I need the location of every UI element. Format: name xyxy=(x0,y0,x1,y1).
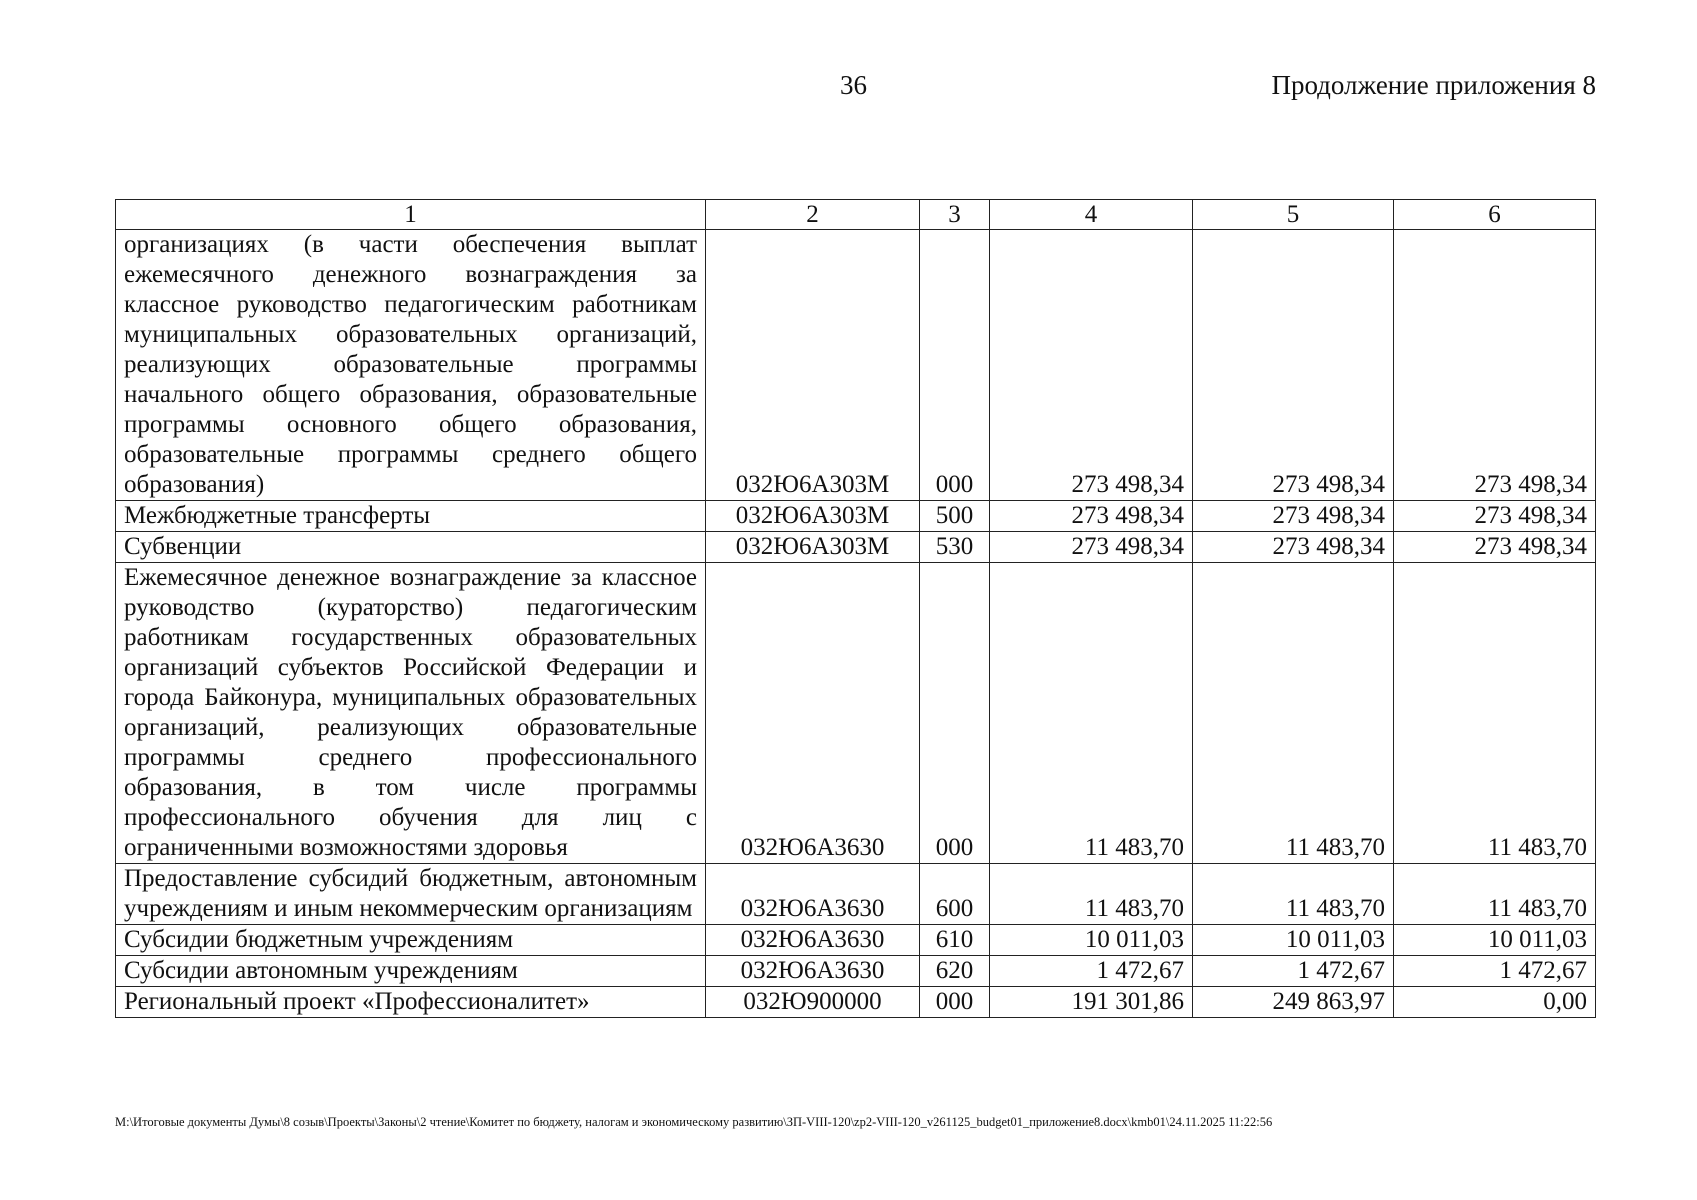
row-expense-type: 600 xyxy=(920,864,990,925)
row-expense-type: 530 xyxy=(920,532,990,563)
row-target-code: 032Ю6А303М xyxy=(706,501,920,532)
row-target-code: 032Ю6А3630 xyxy=(706,563,920,864)
row-name: Региональный проект «Профессионалитет» xyxy=(116,987,706,1018)
row-name: организациях (в части обеспечения выплат ежемесячного денежного вознаграждения за классное руководство педагогическим работникам муниципальных образовательных организаций, реализующих образовательные программы начального общего образования, образовательные программы основного общего образования, образовательные программы среднего общего образования) xyxy=(116,230,706,501)
row-amount-col4: 273 498,34 xyxy=(990,532,1193,563)
row-amount-col4: 11 483,70 xyxy=(990,864,1193,925)
table-row xyxy=(116,925,1596,956)
appendix-continuation-label: Продолжение приложения 8 xyxy=(1271,70,1596,100)
row-expense-type: 500 xyxy=(920,501,990,532)
row-expense-type: 000 xyxy=(920,563,990,864)
row-amount-col6: 273 498,34 xyxy=(1394,501,1596,532)
row-amount-col5: 249 863,97 xyxy=(1193,987,1394,1018)
table-row xyxy=(116,501,1596,532)
row-name: Ежемесячное денежное вознаграждение за классное руководство (кураторство) педагогическим работникам государственных образовательных организаций субъектов Российской Федерации и города Байконура, муниципальных образовательных организаций, реализующих образовательные программы среднего профессионального образования, в том числе программы профессионального обучения для лиц с ограниченными возможностями здоровья xyxy=(116,563,706,864)
table-row xyxy=(116,864,1596,925)
row-target-code: 032Ю6А303М xyxy=(706,532,920,563)
row-amount-col5: 11 483,70 xyxy=(1193,864,1394,925)
row-amount-col5: 273 498,34 xyxy=(1193,230,1394,501)
row-amount-col4: 273 498,34 xyxy=(990,501,1193,532)
column-header: 1 xyxy=(116,200,706,230)
row-name: Межбюджетные трансферты xyxy=(116,501,706,532)
row-amount-col5: 10 011,03 xyxy=(1193,925,1394,956)
row-target-code: 032Ю6А3630 xyxy=(706,925,920,956)
row-amount-col4: 11 483,70 xyxy=(990,563,1193,864)
table-row xyxy=(116,532,1596,563)
row-amount-col4: 191 301,86 xyxy=(990,987,1193,1018)
table-row xyxy=(116,230,1596,501)
document-file-path: M:\Итоговые документы Думы\8 созыв\Проекты\Законы\2 чтение\Комитет по бюджету, налогам и экономическому развитию\ЗП-VIII-120\zp2-VIII-120_v261125_budget01_приложение8.docx\kmb01\24.11.2025 11:22:56 xyxy=(115,1115,1273,1129)
row-expense-type: 620 xyxy=(920,956,990,987)
row-amount-col5: 273 498,34 xyxy=(1193,501,1394,532)
row-amount-col6: 11 483,70 xyxy=(1394,864,1596,925)
row-amount-col6: 1 472,67 xyxy=(1394,956,1596,987)
column-header: 4 xyxy=(990,200,1193,230)
column-header: 5 xyxy=(1193,200,1394,230)
column-header: 6 xyxy=(1394,200,1596,230)
row-target-code: 032Ю6А3630 xyxy=(706,956,920,987)
row-amount-col6: 273 498,34 xyxy=(1394,230,1596,501)
row-amount-col5: 1 472,67 xyxy=(1193,956,1394,987)
row-name: Предоставление субсидий бюджетным, автономным учреждениям и иным некоммерческим организациям xyxy=(116,864,706,925)
column-header: 2 xyxy=(706,200,920,230)
row-target-code: 032Ю900000 xyxy=(706,987,920,1018)
row-amount-col4: 10 011,03 xyxy=(990,925,1193,956)
row-target-code: 032Ю6А303М xyxy=(706,230,920,501)
row-amount-col5: 273 498,34 xyxy=(1193,532,1394,563)
row-amount-col4: 273 498,34 xyxy=(990,230,1193,501)
row-expense-type: 000 xyxy=(920,987,990,1018)
row-name: Субсидии бюджетным учреждениям xyxy=(116,925,706,956)
row-amount-col5: 11 483,70 xyxy=(1193,563,1394,864)
row-name: Субсидии автономным учреждениям xyxy=(116,956,706,987)
table-row xyxy=(116,956,1596,987)
row-expense-type: 000 xyxy=(920,230,990,501)
column-number-row xyxy=(116,200,1596,230)
table-row xyxy=(116,987,1596,1018)
row-amount-col6: 10 011,03 xyxy=(1394,925,1596,956)
row-expense-type: 610 xyxy=(920,925,990,956)
row-name: Субвенции xyxy=(116,532,706,563)
row-amount-col6: 273 498,34 xyxy=(1394,532,1596,563)
row-amount-col6: 11 483,70 xyxy=(1394,563,1596,864)
row-amount-col4: 1 472,67 xyxy=(990,956,1193,987)
row-amount-col6: 0,00 xyxy=(1394,987,1596,1018)
page-number: 36 xyxy=(840,70,867,100)
table-row xyxy=(116,563,1596,864)
row-target-code: 032Ю6А3630 xyxy=(706,864,920,925)
budget-table xyxy=(115,199,1596,1018)
column-header: 3 xyxy=(920,200,990,230)
